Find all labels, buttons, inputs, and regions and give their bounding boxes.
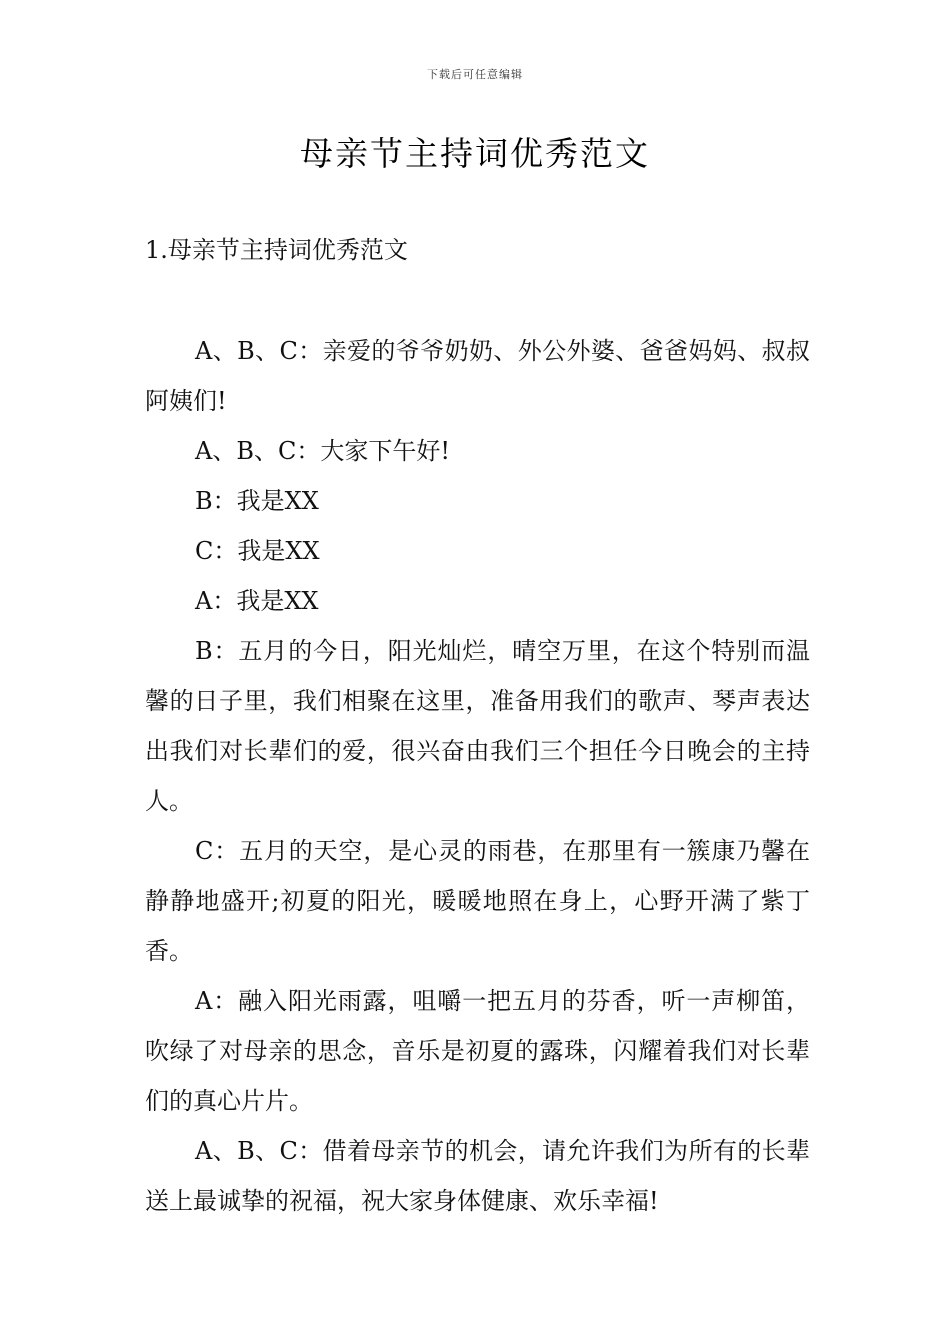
paragraph: C：我是XX xyxy=(195,537,320,565)
paragraph: A：融入阳光雨露，咀嚼一把五月的芬香，听一声柳笛，吹绿了对母亲的思念，音乐是初夏的露珠，闪耀着我们对长辈们的真心片片。 xyxy=(145,987,810,1115)
paragraph: A、B、C：大家下午好! xyxy=(195,437,450,465)
paragraph: A、B、C：借着母亲节的机会，请允许我们为所有的长辈送上最诚挚的祝福，祝大家身体健康、欢乐幸福! xyxy=(145,1137,810,1215)
document-body xyxy=(145,326,810,1226)
paragraph: B：我是XX xyxy=(195,487,319,515)
section-heading: 1.母亲节主持词优秀范文 xyxy=(145,236,408,264)
paragraph: A、B、C：亲爱的爷爷奶奶、外公外婆、爸爸妈妈、叔叔阿姨们! xyxy=(145,337,810,415)
header-note: 下载后可任意编辑 xyxy=(427,68,523,81)
page-title: 母亲节主持词优秀范文 xyxy=(300,134,650,173)
paragraph: A：我是XX xyxy=(195,587,319,615)
paragraph: C：五月的天空，是心灵的雨巷，在那里有一簇康乃馨在静静地盛开;初夏的阳光，暖暖地照在身上，心野开满了紫丁香。 xyxy=(145,837,810,965)
paragraph: B：五月的今日，阳光灿烂，晴空万里，在这个特别而温馨的日子里，我们相聚在这里，准备用我们的歌声、琴声表达出我们对长辈们的爱，很兴奋由我们三个担任今日晚会的主持人。 xyxy=(145,637,810,815)
